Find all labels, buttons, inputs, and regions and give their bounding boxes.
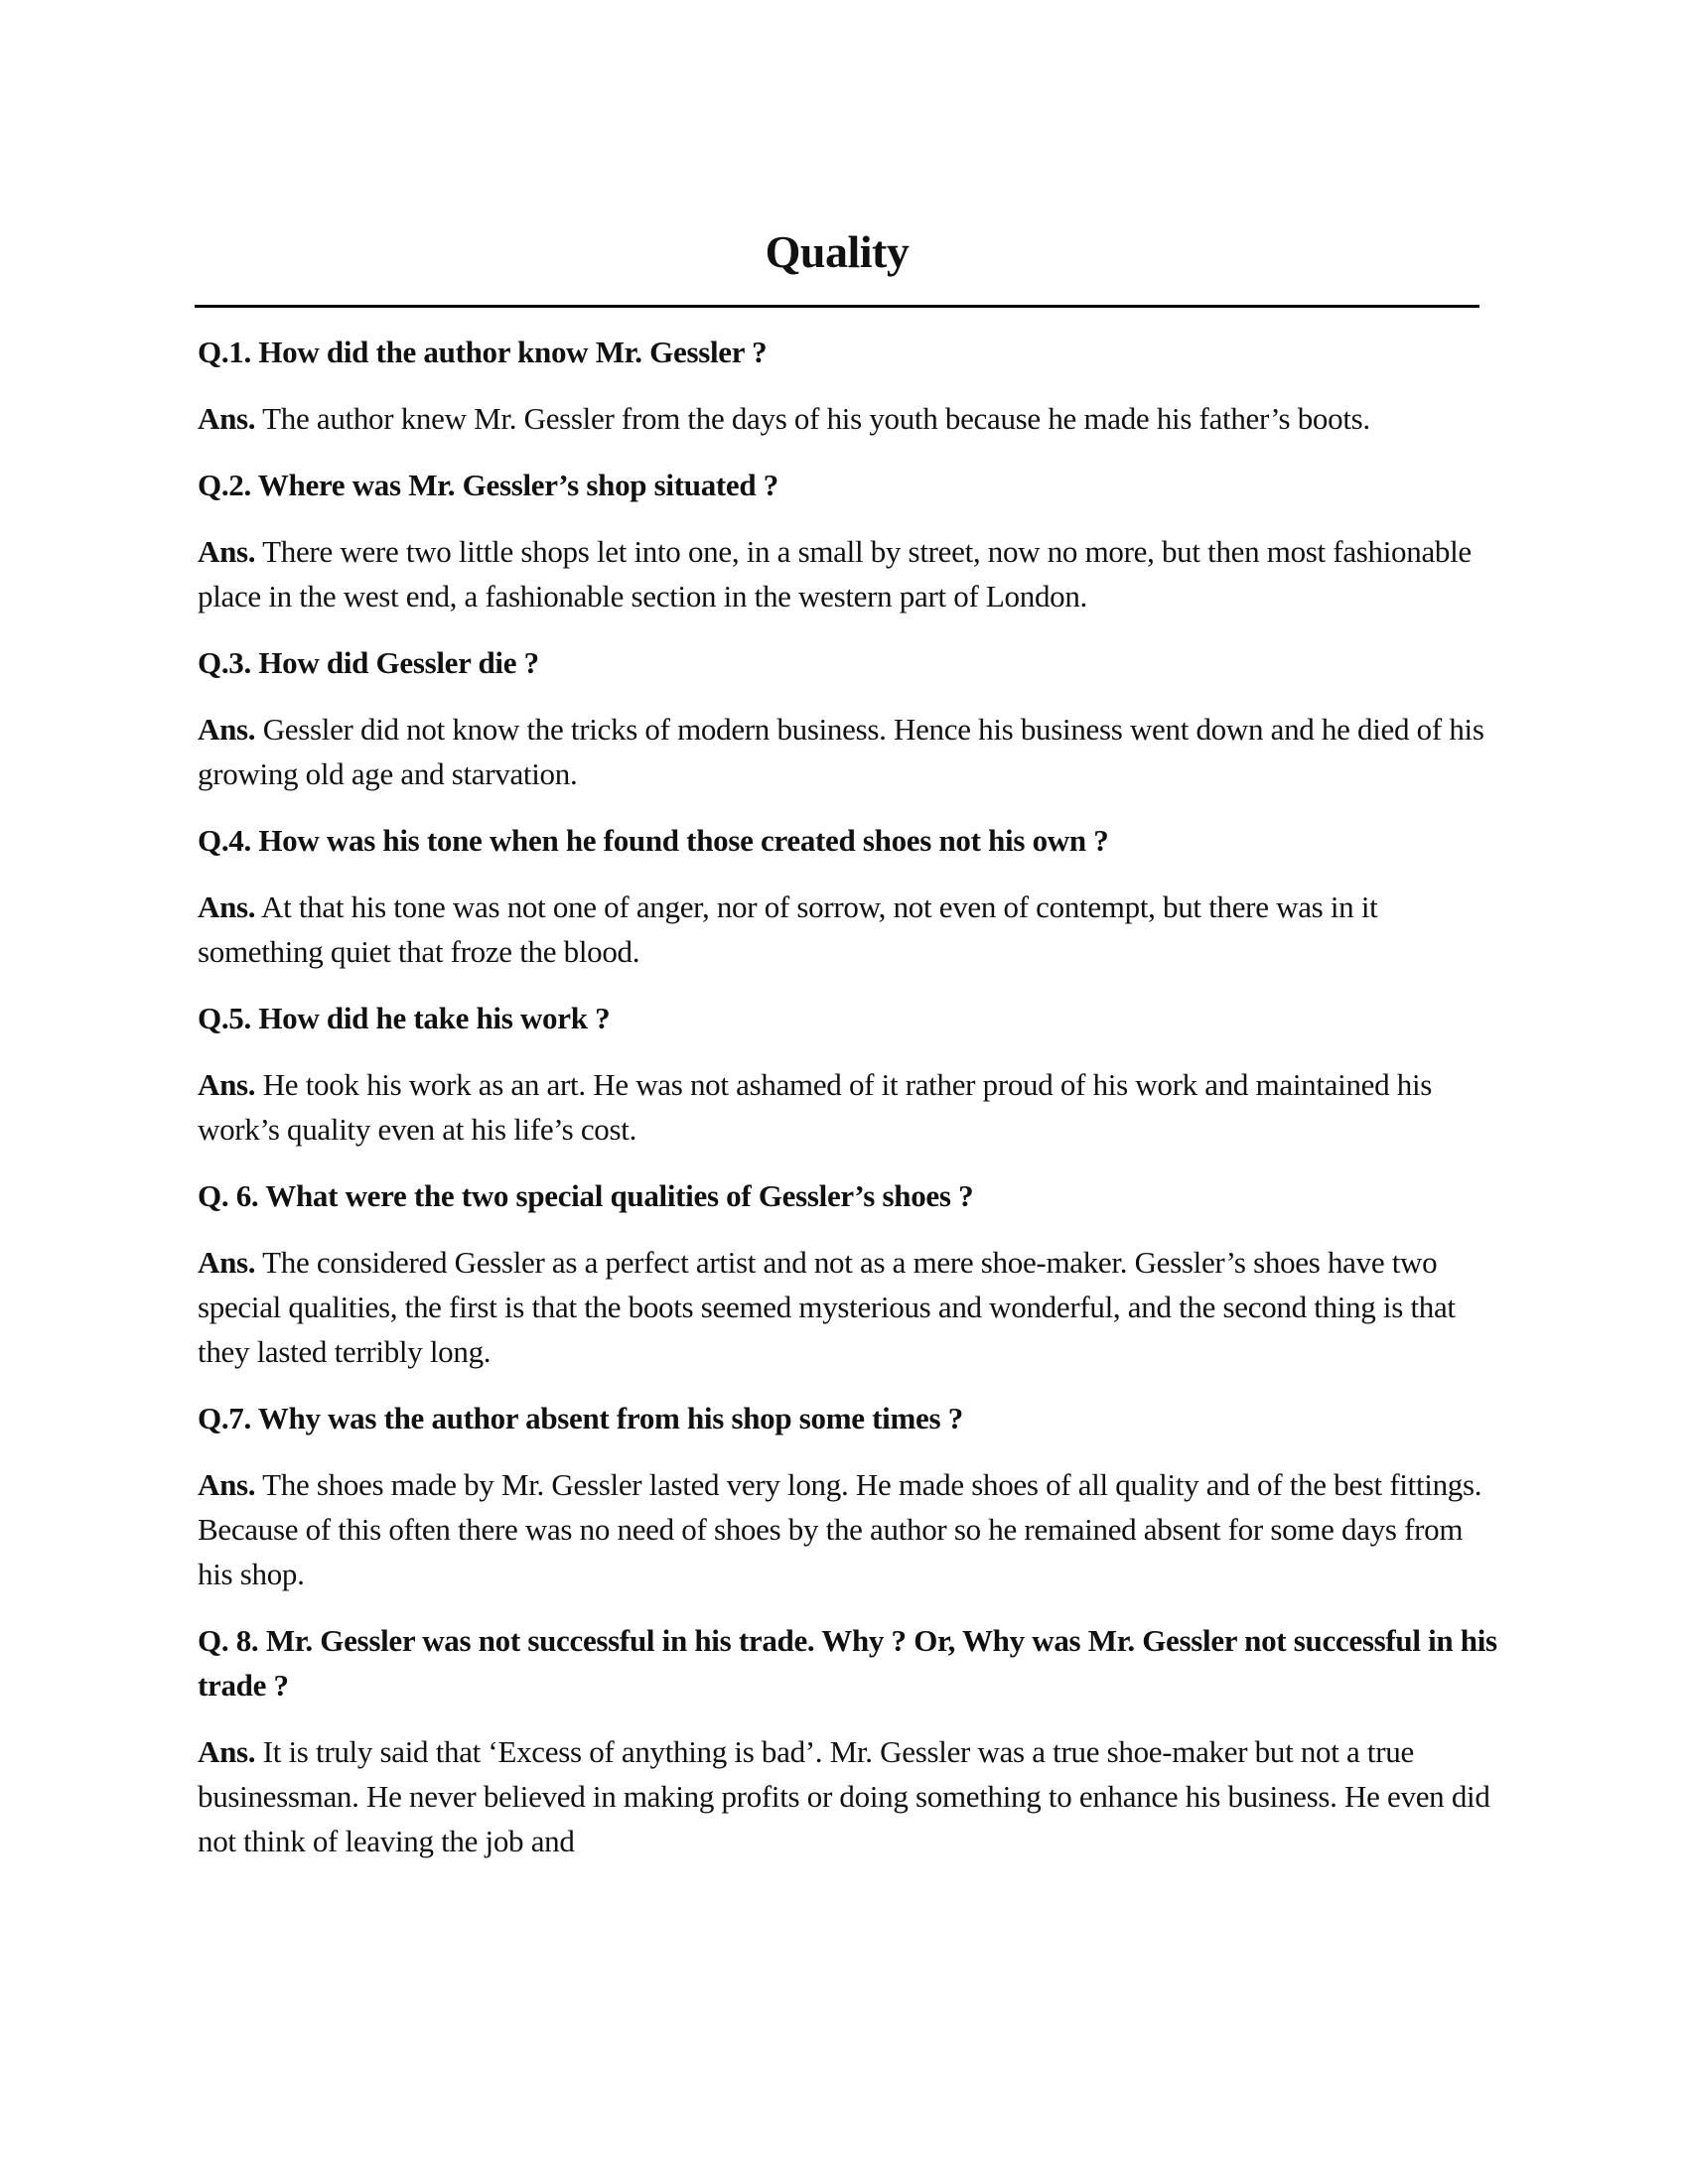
answer-label: Ans.	[198, 401, 256, 436]
question-2: Q.2. Where was Mr. Gessler’s shop situated ?	[198, 468, 778, 502]
answer-5	[198, 1062, 1498, 1152]
answer-label: Ans.	[198, 712, 256, 747]
answer-label: Ans.	[198, 889, 256, 924]
question-7: Q.7. Why was the author absent from his shop some times ?	[198, 1401, 963, 1435]
question-6: Q. 6. What were the two special qualities of Gessler’s shoes ?	[198, 1178, 974, 1213]
page-title: Quality	[765, 225, 910, 277]
question-5: Q.5. How did he take his work ?	[198, 1001, 611, 1035]
answer-8	[198, 1729, 1498, 1863]
qa-item-1	[198, 330, 1498, 441]
question-8: Q. 8. Mr. Gessler was not successful in his trade. Why ? Or, Why was Mr. Gessler not successful in his trade ?	[198, 1623, 1497, 1703]
qa-item-8	[198, 1618, 1498, 1863]
answer-text: At that his tone was not one of anger, nor of sorrow, not even of contempt, but there was in it something quiet that froze the blood.	[198, 889, 1378, 969]
answer-text: He took his work as an art. He was not ashamed of it rather proud of his work and maintained his work’s quality even at his life’s cost.	[198, 1067, 1433, 1147]
answer-text: The considered Gessler as a perfect artist and not as a mere shoe-maker. Gessler’s shoes have two special qualities, the first is that the boots seemed mysterious and wonderful, and the second thing is that they lasted terribly long.	[198, 1245, 1456, 1369]
qa-item-3	[198, 640, 1498, 796]
question-1: Q.1. How did the author know Mr. Gessler ?	[198, 335, 768, 369]
answer-6	[198, 1240, 1498, 1374]
qa-list	[198, 330, 1498, 1885]
answer-text: The shoes made by Mr. Gessler lasted very long. He made shoes of all quality and of the best fittings. Because of this often there was no need of shoes by the author so he remained absent for some days from his shop.	[198, 1467, 1482, 1591]
answer-text: There were two little shops let into one, in a small by street, now no more, but then most fashionable place in the west end, a fashionable section in the western part of London.	[198, 534, 1472, 614]
qa-item-6	[198, 1173, 1498, 1374]
answer-text: It is truly said that ‘Excess of anything is bad’. Mr. Gessler was a true shoe-maker but not a true businessman. He never believed in making profits or doing something to enhance his business. He even did not think of leaving the job and	[198, 1734, 1490, 1858]
answer-label: Ans.	[198, 1067, 256, 1102]
answer-label: Ans.	[198, 1734, 256, 1769]
answer-2	[198, 529, 1498, 618]
question-4: Q.4. How was his tone when he found those created shoes not his own ?	[198, 823, 1109, 858]
qa-item-7	[198, 1396, 1498, 1596]
answer-7	[198, 1462, 1498, 1596]
answer-label: Ans.	[198, 1467, 256, 1502]
question-3: Q.3. How did Gessler die ?	[198, 645, 539, 680]
answer-text: The author knew Mr. Gessler from the days of his youth because he made his father’s boots.	[262, 401, 1370, 436]
answer-label: Ans.	[198, 534, 256, 569]
answer-label: Ans.	[198, 1245, 256, 1280]
qa-item-5	[198, 996, 1498, 1152]
qa-item-2	[198, 463, 1498, 618]
qa-item-4	[198, 818, 1498, 974]
answer-1	[198, 396, 1498, 441]
answer-text: Gessler did not know the tricks of modern business. Hence his business went down and he died of his growing old age and starvation.	[198, 712, 1484, 791]
answer-4	[198, 885, 1498, 974]
title-divider	[195, 305, 1479, 308]
answer-3	[198, 707, 1498, 796]
